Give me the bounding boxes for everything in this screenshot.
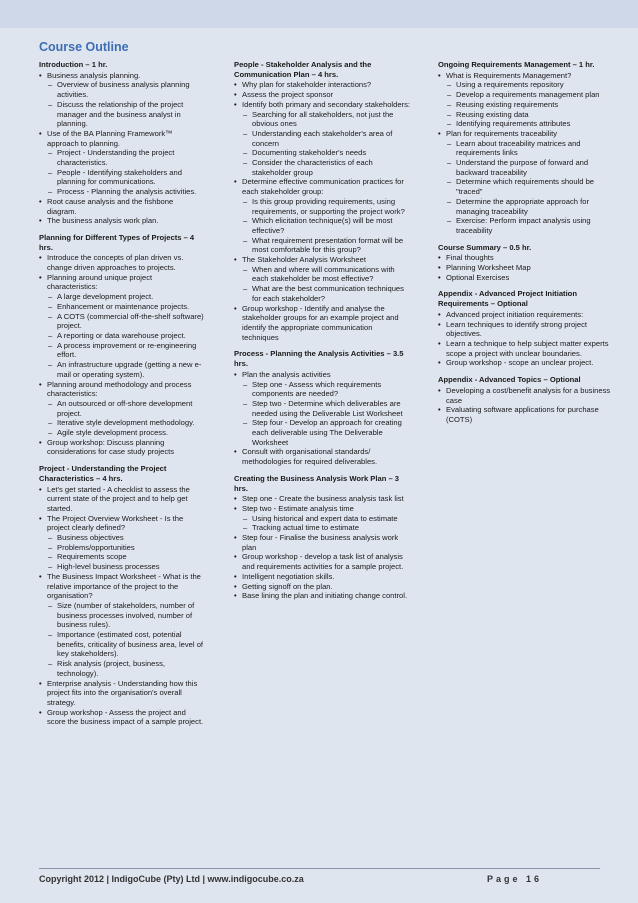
bullet-item: • Plan for requirements traceability [438,129,613,139]
sub-item: – An infrastructure upgrade (getting a new e-mail or operating system). [39,360,204,379]
sub-item: – Understanding each stakeholder's area of concern [234,129,410,148]
bullet-item: • Step four - Finalise the business analysis work plan [234,533,410,552]
sub-item: – Process - Planning the analysis activities. [39,187,204,197]
sub-item: – Tracking actual time to estimate [234,523,410,533]
sub-item: – What are the best communication techniques for each stakeholder? [234,284,410,303]
footer-copyright: Copyright 2012 | IndigoCube (Pty) Ltd | www.indigocube.co.za [39,874,304,884]
column-1 [39,60,204,727]
section-list [438,386,613,425]
bullet-item: • Planning around unique project characteristics: [39,273,204,292]
bullet-item: • Final thoughts [438,253,613,263]
sub-item: – Identifying requirements attributes [438,119,613,129]
section-list [234,80,410,342]
bullet-item: • Introduce the concepts of plan driven vs. change driven approaches to projects. [39,253,204,272]
section-list [39,71,204,226]
sub-item: – A COTS (commercial off-the-shelf software) project. [39,312,204,331]
bullet-item: • Plan the analysis activities [234,370,410,380]
section-heading: Project - Understanding the Project Characteristics – 4 hrs. [39,464,167,483]
bullet-item: • The Business Impact Worksheet - What is the relative importance of the project to the organisation? [39,572,204,601]
bullet-item: • Assess the project sponsor [234,90,410,100]
bullet-item: • Group workshop: Discuss planning considerations for case study projects [39,438,204,457]
sub-item: – A process improvement or re-engineering effort. [39,341,204,360]
bullet-item: • Determine effective communication practices for each stakeholder group: [234,177,410,196]
sub-item: – Exercise: Perform impact analysis using traceability [438,216,613,235]
sub-item: – Requirements scope [39,552,204,562]
sub-item: – Overview of business analysis planning activities. [39,80,204,99]
sub-item: – People - Identifying stakeholders and planning for communications. [39,168,204,187]
section-heading: Course Summary – 0.5 hr. [438,242,532,252]
bullet-item: • Intelligent negotiation skills. [234,572,410,582]
bullet-item: • Root cause analysis and the fishbone diagram. [39,197,204,216]
section-list [438,71,613,236]
sub-item: – Business objectives [39,533,204,543]
sub-item: – Agile style development process. [39,428,204,438]
bullet-item: • Why plan for stakeholder interactions? [234,80,410,90]
section-list [39,253,204,457]
sub-item: – Learn about traceability matrices and requirements links [438,139,613,158]
sub-item: – Iterative style development methodology. [39,418,204,428]
bullet-item: • Learn a technique to help subject matter experts scope a project with unclear boundaries. [438,339,613,358]
bullet-item: • Use of the BA Planning Framework™ approach to planning. [39,129,204,148]
footer-rule [39,868,600,869]
sub-item: – Searching for all stakeholders, not just the obvious ones [234,110,410,129]
bullet-item: • Group workshop - Assess the project and score the business impact of a sample project. [39,708,204,727]
bullet-item: • Getting signoff on the plan. [234,582,410,592]
sub-item: – A reporting or data warehouse project. [39,331,204,341]
sub-item: – Project - Understanding the project characteristics. [39,148,204,167]
sub-item: – High-level business processes [39,562,204,572]
sub-item: – Determine which requirements should be "traced" [438,177,613,196]
section-list [438,310,613,368]
bullet-item: • The Project Overview Worksheet - Is the project clearly defined? [39,514,204,533]
sub-item: – Is this group providing requirements, using requirements, or supporting the project work? [234,197,410,216]
bullet-item: • Identify both primary and secondary stakeholders: [234,100,410,110]
sub-item: – Step one - Assess which requirements components are needed? [234,380,410,399]
bullet-item: • Step one - Create the business analysis task list [234,494,410,504]
bullet-item: • Group workshop - scope an unclear project. [438,358,613,368]
section-heading: Creating the Business Analysis Work Plan – 3 hrs. [234,473,400,493]
sub-item: – Using a requirements repository [438,80,613,90]
sub-item: – Which elicitation technique(s) will be most effective? [234,216,410,235]
sub-item: – Enhancement or maintenance projects. [39,302,204,312]
sub-item: – A large development project. [39,292,204,302]
page-title: Course Outline [39,40,129,54]
sub-item: – Consider the characteristics of each stakeholder group [234,158,410,177]
bullet-item: • Enterprise analysis - Understanding how this project fits into the organisation's overall strategy. [39,679,204,708]
section-list [234,494,410,601]
section-list [438,253,613,282]
bullet-item: • Base lining the plan and initiating change control. [234,591,410,601]
bullet-item: • Group workshop - develop a task list of analysis and requirements activities for a sample project. [234,552,410,571]
sub-item: – When and where will communications with each stakeholder be most effective? [234,265,410,284]
bullet-item: • The business analysis work plan. [39,216,204,226]
section-heading: Ongoing Requirements Management – 1 hr. [438,60,595,69]
bullet-item: • Group workshop - Identify and analyse the stakeholder groups for an example project and identify the appropriate communication techniques [234,304,410,343]
sub-item: – Determine the appropriate approach for managing traceability [438,197,613,216]
sub-item: – What requirement presentation format will be most comfortable for this group? [234,236,410,255]
section-heading: Appendix - Advanced Project Initiation Requirements – Optional [438,289,577,309]
bullet-item: • Learn techniques to identify strong project objectives. [438,320,613,339]
sub-item: – Reusing existing data [438,110,613,120]
sub-item: – Understand the purpose of forward and backward traceability [438,158,613,177]
section-list [234,370,410,467]
footer [39,874,600,884]
sub-item: – Discuss the relationship of the project manager and the business analyst in planning. [39,100,204,129]
sub-item: – Reusing existing requirements [438,100,613,110]
column-2 [234,60,410,601]
sub-item: – Step four - Develop an approach for creating each deliverable using The Deliverable Worksheet [234,418,410,447]
sub-item: – Using historical and expert data to estimate [234,514,410,524]
bullet-item: • The Stakeholder Analysis Worksheet [234,255,410,265]
section-heading: People - Stakeholder Analysis and the Communication Plan – 4 hrs. [234,60,372,79]
sub-item: – Develop a requirements management plan [438,90,613,100]
sub-item: – Problems/opportunities [39,543,204,553]
header-band [0,0,638,28]
sub-item: – An outsourced or off-shore development project. [39,399,204,418]
bullet-item: • Planning around methodology and process characteristics: [39,380,204,399]
sub-item: – Step two - Determine which deliverables are needed using the Deliverable List Worksheet [234,399,410,418]
bullet-item: • Optional Exercises [438,273,613,283]
bullet-item: • Planning Worksheet Map [438,263,613,273]
bullet-item: • Let's get started - A checklist to assess the current state of the project and to help get started. [39,485,204,514]
section-list [39,485,204,728]
sub-item: – Documenting stakeholder's needs [234,148,410,158]
sub-item: – Size (number of stakeholders, number of business processes involved, number of business rules). [39,601,204,630]
bullet-item: • Consult with organisational standards/ methodologies for required deliverables. [234,447,410,466]
bullet-item: • Advanced project initiation requirements: [438,310,613,320]
section-heading: Introduction – 1 hr. [39,60,108,69]
section-heading: Planning for Different Types of Projects – 4 hrs. [39,232,195,252]
bullet-item: • What is Requirements Management? [438,71,613,81]
bullet-item: • Developing a cost/benefit analysis for a business case [438,386,613,405]
page-number: Page 16 [486,874,542,884]
sub-item: – Risk analysis (project, business, technology). [39,659,204,678]
bullet-item: • Evaluating software applications for purchase (COTS) [438,405,613,424]
column-3 [438,60,613,425]
section-heading: Appendix - Advanced Topics – Optional [438,375,581,385]
sub-item: – Importance (estimated cost, potential benefits, criticality of business area, level of key stakeholders). [39,630,204,659]
bullet-item: • Business analysis planning. [39,71,204,81]
bullet-item: • Step two - Estimate analysis time [234,504,410,514]
section-heading: Process - Planning the Analysis Activities – 3.5 hrs. [234,349,404,369]
